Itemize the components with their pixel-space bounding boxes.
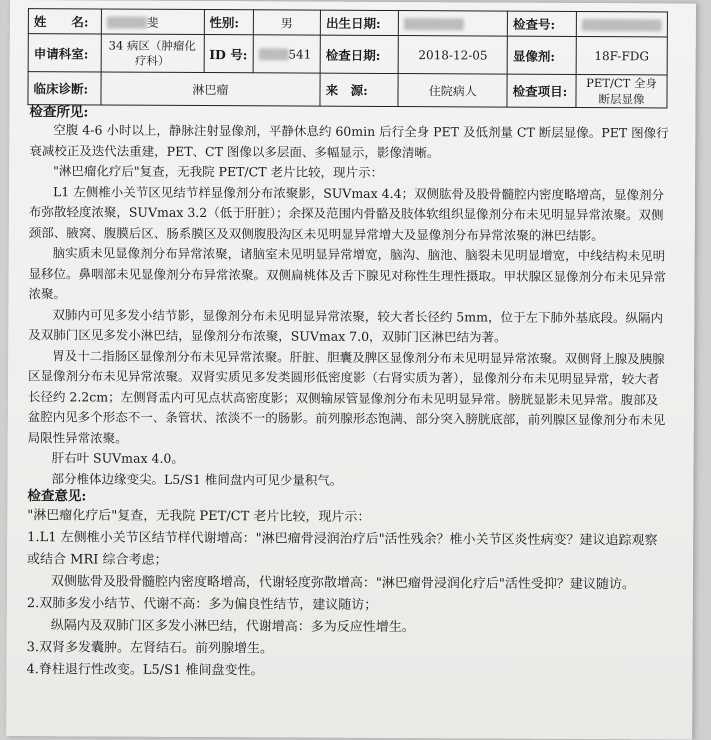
source-value: 住院病人: [398, 74, 507, 108]
patient-info-table: [27, 8, 667, 108]
findings-p3: L1 左侧椎小关节区见结节样显像剂分布浓聚影，SUVmax 4.4；双侧肱骨及股骨髓腔内密度略增高，显像剂分布弥散轻度浓聚，SUVmax 3.2（低于肝脏）；余探及范围内骨骼及肢体软组织显像剂分布未见明显异常浓聚。双侧颈部、腋窝、腹膜后区、肠系膜区及双侧腹股沟区未见明显异常增大及显像剂分布异常浓聚的淋巴结影。: [28, 183, 665, 243]
findings-title: 检查所见:: [29, 104, 89, 121]
patient-name: [101, 9, 204, 35]
opinion-o2: 1.L1 左侧椎小关节区结节样代谢增高："淋巴瘤骨浸润治疗后"活性残余？椎小关节区炎性病变？建议追踪观察或结合 MRI 综合考虑；: [27, 530, 658, 568]
findings-p7: 肝右叶 SUVmax 4.0。: [51, 450, 184, 466]
findings-p4: 脑实质未见显像剂分布异常浓聚，诸脑室未见明显异常增宽，脑沟、脑池、脑裂未见明显增宽，中线结构未见明显移位。鼻咽部未见显像剂分布异常浓聚。双侧扁桃体及舌下腺见对称性生理性摄取。甲状腺区显像剂分布未见异常浓聚。: [28, 245, 667, 302]
report-paper: [6, 0, 696, 740]
dept-label: 申请科室:: [28, 34, 101, 72]
diag-value: 淋巴瘤: [101, 72, 321, 106]
diag-label: 临床诊断:: [28, 72, 101, 105]
opinion-title: 检查意见:: [27, 488, 87, 505]
checkno-label: 检查号:: [507, 11, 576, 36]
sex-value: 男: [253, 10, 321, 35]
redacted-checkno: [582, 18, 662, 30]
findings-p1: 空腹 4-6 小时以上，静脉注射显像剂，平静休息约 60min 后行全身 PET 及低剂量 CT 断层显像。PET 图像行衰减校正及迭代法重建，PET、CT 图像以多层面、多幅显示，影像清晰。: [29, 122, 669, 160]
opinion-o1: "淋巴瘤化疗后"复查，无我院 PET/CT 老片比较，现片示：: [27, 508, 371, 525]
opinion-o4: 2.双肺多发小结节、代谢不高：多为偏良性结节，建议随访；: [26, 596, 378, 613]
source-label: 来 源:: [320, 73, 398, 106]
date-label: 检查日期:: [320, 35, 398, 73]
id-value: [253, 35, 321, 73]
dept-value: 34 病区（肿瘤化疗科）: [101, 34, 204, 73]
imaging-value: 18F-FDG: [576, 36, 667, 74]
id-suffix: 541: [288, 46, 312, 62]
redacted-name: [106, 17, 146, 29]
findings-p8: 部分椎体边缘变尖。L5/S1 椎间盘内可见少量积气。: [51, 470, 343, 488]
opinion-o7: 4.脊柱退行性改变。L5/S1 椎间盘变性。: [26, 662, 264, 679]
imaging-label: 显像剂:: [507, 36, 576, 74]
findings-p5: 双肺内可见多发小结节影，显像剂分布未见明显异常浓聚，较大者长径约 5mm，位于左下肺外基底段。纵隔内及双肺门区见多发小淋巴结，显像剂分布浓聚，SUVmax 7.0，双肺门区淋巴结为著。: [28, 306, 664, 345]
date-value: 2018-12-05: [398, 36, 507, 75]
opinion-body: [26, 505, 669, 684]
findings-p2: "淋巴瘤化疗后"复查，无我院 PET/CT 老片比较，现片示：: [53, 163, 384, 180]
birth-label: 出生日期:: [320, 10, 398, 35]
redacted-birth: [404, 18, 464, 30]
item-value: PET/CT 全身断层显像: [576, 74, 667, 107]
opinion-o6: 3.双肾多发囊肿。左肾结石。前列腺增生。: [26, 640, 274, 657]
birth-value: [399, 11, 508, 37]
item-label: 检查项目:: [507, 74, 576, 107]
checkno-value: [576, 11, 667, 36]
opinion-o3: 双侧肱骨及股骨髓腔内密度略增高，代谢轻度弥散增高："淋巴瘤骨浸润化疗后"活性受抑？建议随访。: [50, 574, 635, 593]
findings-body: [27, 120, 671, 492]
opinion-o5: 纵隔内及双肺门区多发小淋巴结，代谢增高：多为反应性增生。: [50, 618, 415, 636]
name-label: 姓 名:: [28, 9, 101, 34]
findings-p6: 胃及十二指肠区显像剂分布未见异常浓聚。肝脏、胆囊及脾区显像剂分布未见明显异常浓聚。双侧肾上腺及胰腺区显像剂分布未见异常浓聚。双肾实质见多发类圆形低密度影（右肾实质为著），显像剂分布未见明显异常，较大者长径约 2.2cm；左侧肾盂内可见点状高密度影；双侧输尿管显像剂分布未见明显异常。膀胱显影未见异常。腹部及盆腔内见多个形态不一、条管状、浓淡不一的肠影。前列腺形态饱满、部分突入膀胱底部，前列腺区显像剂分布未见局限性异常浓聚。: [27, 347, 666, 446]
sex-label: 性别:: [204, 10, 253, 35]
name-suffix: 斐: [146, 15, 159, 30]
id-label: ID 号:: [204, 35, 253, 73]
redacted-id: [258, 48, 288, 60]
